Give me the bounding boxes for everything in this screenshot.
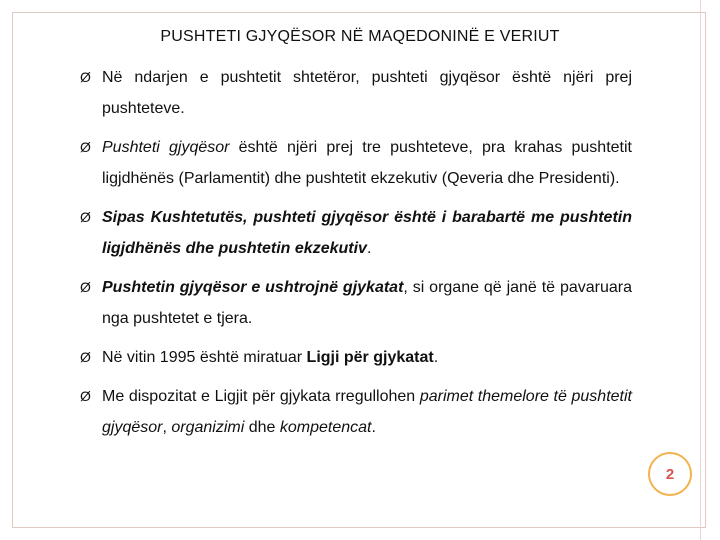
- bullet-item: [80, 202, 632, 264]
- arrow-bullet-icon: Ø: [80, 139, 91, 155]
- bullet-text-bold-italic: Sipas Kushtetutës, pushteti gjyqësor është i barabartë me pushtetin ligjdhënës dhe pushtetin ekzekutiv: [102, 209, 632, 257]
- bullet-text: Me dispozitat e Ligjit për gjykata rregullohen: [102, 388, 420, 405]
- bullet-text: Në ndarjen e pushtetit shtetëror, pushteti gjyqësor është njëri prej pushteteve.: [102, 69, 632, 117]
- slide-title: PUSHTETI GJYQËSOR NË MAQEDONINË E VERIUT: [160, 28, 560, 45]
- bullet-text: është njëri prej tre pushteteve, pra krahas pushtetit ligjdhënës (Parlamentit) dhe pushtetit ekzekutiv (Qeveria dhe Presidenti).: [102, 139, 632, 187]
- bullet-list: [80, 62, 632, 451]
- bullet-text: dhe: [244, 419, 280, 436]
- page-number: 2: [665, 465, 675, 483]
- arrow-bullet-icon: Ø: [80, 388, 91, 404]
- bullet-text: .: [371, 419, 376, 436]
- bullet-text-bold: Ligji për gjykatat: [306, 349, 434, 366]
- bullet-text-italic: kompetencat: [279, 419, 372, 436]
- bullet-text: Në vitin 1995 është miratuar: [102, 349, 307, 366]
- bullet-text-bold-italic: Pushtetin gjyqësor e ushtrojnë gjykatat: [102, 279, 404, 296]
- bullet-text: .: [433, 349, 439, 366]
- bullet-text: .: [366, 240, 372, 257]
- arrow-bullet-icon: Ø: [80, 209, 91, 225]
- bullet-text-italic: Pushteti gjyqësor: [102, 139, 230, 156]
- slide-divider: [700, 0, 701, 540]
- bullet-text-italic: organizimi: [171, 419, 245, 436]
- arrow-bullet-icon: Ø: [80, 279, 91, 295]
- bullet-item: [80, 62, 632, 124]
- bullet-item: [80, 132, 632, 194]
- bullet-item: [80, 272, 632, 334]
- bullet-text-italic: parimet themelore të pushtetit gjyqësor: [102, 388, 632, 436]
- arrow-bullet-icon: Ø: [80, 69, 91, 85]
- bullet-text: ,: [162, 419, 172, 436]
- bullet-text: , si organe që janë të pavaruara nga pushtetet e tjera.: [102, 279, 632, 327]
- arrow-bullet-icon: Ø: [80, 349, 91, 365]
- bullet-item: [80, 342, 632, 373]
- bullet-item: [80, 381, 632, 443]
- page-number-badge: [648, 452, 692, 496]
